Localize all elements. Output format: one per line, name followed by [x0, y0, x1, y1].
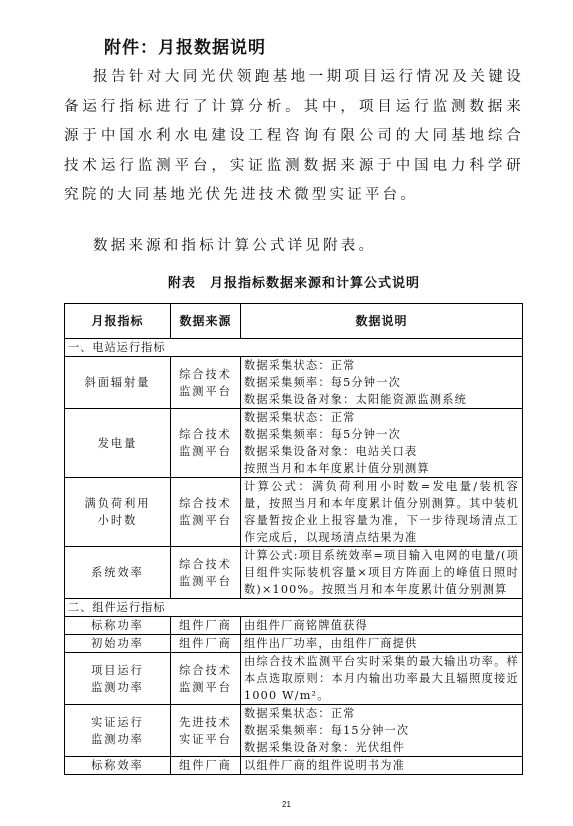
section-row: [65, 339, 523, 357]
cell-line: 组件厂商: [179, 759, 232, 772]
description-cell: [241, 757, 523, 775]
reference-paragraph: 数据来源和指标计算公式详见附表。: [93, 238, 377, 254]
cell-line: 监测功率: [91, 732, 144, 746]
header-indicator: 月报指标: [65, 304, 171, 339]
indicator-cell: [65, 547, 171, 599]
source-cell: [171, 635, 241, 653]
table-row: [65, 409, 523, 478]
source-cell: [171, 617, 241, 635]
description-cell: [241, 547, 523, 599]
table-row: [65, 705, 523, 757]
cell-line: 数据采集设备对象：光伏组件: [244, 741, 406, 754]
cell-line: 数据采集频率：每5分钟一次: [244, 428, 401, 441]
description-cell: [241, 357, 523, 409]
cell-line: 数据采集设备对象：电站关口表: [244, 445, 418, 458]
section-title: 一、电站运行指标: [65, 339, 523, 357]
table-row: [65, 547, 523, 599]
section-row: [65, 599, 523, 617]
cell-line: 综合技术: [179, 497, 232, 510]
cell-line: 监测平台: [179, 514, 232, 527]
cell-line: 满负荷利用: [84, 497, 151, 510]
description-cell: [241, 617, 523, 635]
cell-line: 监测功率: [91, 680, 144, 694]
section-title: 二、组件运行指标: [65, 599, 523, 617]
cell-line: 组件厂商: [179, 619, 232, 632]
cell-line: 先进技术: [179, 715, 232, 729]
description-cell: [241, 409, 523, 478]
description-cell: [241, 705, 523, 757]
intro-paragraph: 报告针对大同光伏领跑基地一期项目运行情况及关键设备运行指标进行了计算分析。其中，项目运行监测数据来源于中国水利水电建设工程咨询有限公司的大同基地综合技术运行监测平台，实证监测数据来源于中国电力科学研究院的大同基地光伏先进技术微型实证平台。: [64, 69, 524, 203]
cell-line: 监测平台: [179, 445, 232, 458]
cell-line: 数据采集状态：正常: [244, 411, 356, 424]
description-cell: [241, 653, 523, 705]
cell-line: 实证运行: [91, 715, 144, 729]
cell-line: 监测平台: [179, 680, 232, 694]
cell-line: 综合技术: [179, 557, 232, 571]
indicator-cell: [65, 357, 171, 409]
cell-line: 计算公式:项目系统效率=项目输入电网的电量/(项目组件实际装机容量×项目方阵面上的峰值日照时数)×100%。按照当月和本年度累计值分别测算: [244, 549, 519, 596]
indicator-cell: [65, 409, 171, 478]
cell-line: 小时数: [97, 514, 138, 527]
table-header-row: [65, 304, 523, 339]
cell-line: 系统效率: [91, 566, 144, 579]
cell-line: 数据采集设备对象：太阳能资源监测系统: [244, 393, 467, 406]
cell-line: 由组件厂商铭牌值获得: [244, 619, 368, 632]
table-row: [65, 478, 523, 547]
indicator-cell: [65, 617, 171, 635]
indicator-cell: [65, 705, 171, 757]
cell-line: 实证平台: [179, 732, 232, 746]
cell-line: 以组件厂商的组件说明书为准: [244, 759, 406, 772]
cell-line: 按照当月和本年度累计值分别测算: [244, 462, 430, 475]
table-body: [65, 339, 523, 775]
cell-line: 综合技术: [179, 428, 232, 441]
cell-line: 计算公式：满负荷利用小时数=发电量/装机容量，按照当月和本年度累计值分别测算。其中装机容量暂按企业上报容量为准，下一步待现场清点工作完成后，以现场清点结果为准: [244, 480, 519, 544]
indicator-cell: [65, 635, 171, 653]
table-caption: 附表 月报指标数据来源和计算公式说明: [167, 276, 420, 291]
cell-line: 发电量: [97, 436, 138, 450]
page-number: 21: [282, 800, 291, 809]
description-cell: [241, 635, 523, 653]
table-row: [65, 757, 523, 775]
header-description: 数据说明: [241, 304, 523, 339]
cell-line: 数据采集状态：正常: [244, 707, 356, 720]
appendix-heading: 附件：月报数据说明: [104, 38, 266, 58]
table-row: [65, 635, 523, 653]
source-cell: [171, 478, 241, 547]
indicator-table: [64, 303, 523, 775]
cell-line: 标称功率: [91, 619, 144, 632]
cell-line: 项目运行: [91, 663, 144, 677]
source-cell: [171, 357, 241, 409]
table-row: [65, 617, 523, 635]
cell-line: 组件厂商: [179, 637, 232, 650]
indicator-cell: [65, 757, 171, 775]
cell-line: 监测平台: [179, 384, 232, 398]
cell-line: 组件出厂功率，由组件厂商提供: [244, 637, 418, 650]
source-cell: [171, 409, 241, 478]
source-cell: [171, 757, 241, 775]
cell-line: 数据采集状态：正常: [244, 359, 356, 372]
cell-line: 标称效率: [91, 759, 144, 772]
description-cell: [241, 478, 523, 547]
cell-line: 综合技术: [179, 367, 232, 381]
cell-line: 初始功率: [91, 637, 144, 650]
indicator-cell: [65, 653, 171, 705]
indicator-cell: [65, 478, 171, 547]
source-cell: [171, 547, 241, 599]
cell-line: 监测平台: [179, 574, 232, 588]
table-row: [65, 653, 523, 705]
cell-line: 斜面辐射量: [84, 376, 151, 389]
cell-line: 由综合技术监测平台实时采集的最大输出功率。样本点选取原则：本月内输出功率最大且辐照度接近1000 W/m²。: [244, 655, 519, 702]
table-row: [65, 357, 523, 409]
cell-line: 数据采集频率：每15分钟一次: [244, 724, 410, 737]
header-source: 数据来源: [171, 304, 241, 339]
source-cell: [171, 653, 241, 705]
cell-line: 数据采集频率：每5分钟一次: [244, 376, 401, 389]
cell-line: 综合技术: [179, 663, 232, 677]
source-cell: [171, 705, 241, 757]
